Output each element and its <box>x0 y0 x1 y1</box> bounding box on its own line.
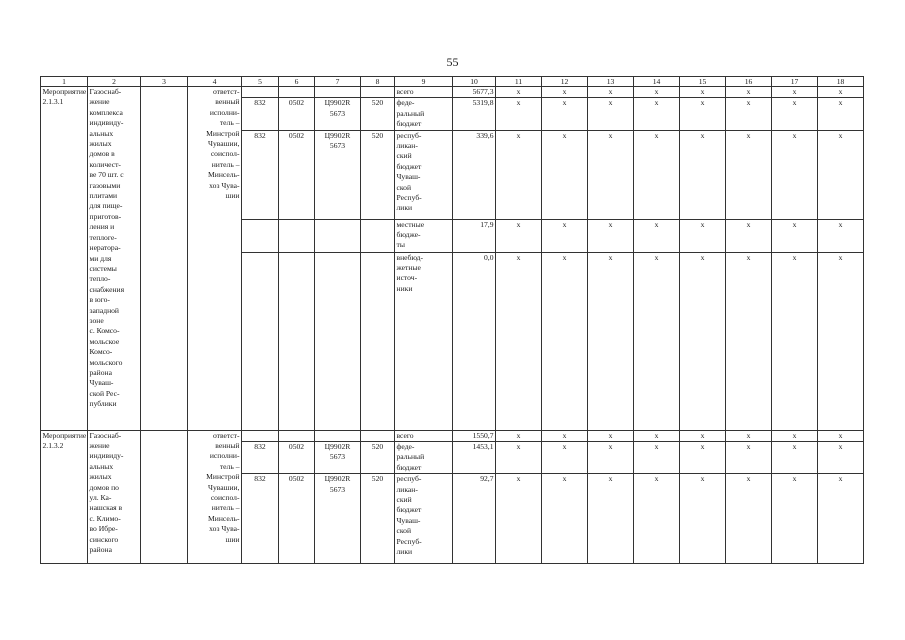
column-header: 1 <box>41 77 88 87</box>
table-header-row <box>41 77 864 87</box>
column-header: 15 <box>680 77 726 87</box>
table-row <box>41 430 864 441</box>
year-mark-cell: х <box>634 430 680 441</box>
year-mark-cell: х <box>818 98 864 130</box>
column-header: 3 <box>141 77 188 87</box>
year-mark-cell: х <box>772 430 818 441</box>
amount-cell: 92,7 <box>453 474 496 564</box>
year-mark-cell: х <box>634 87 680 98</box>
year-mark-cell: х <box>542 219 588 252</box>
vr-cell: 520 <box>361 98 395 130</box>
rz-cell <box>279 252 315 430</box>
funding-source-cell: всего <box>395 87 453 98</box>
year-mark-cell: х <box>496 87 542 98</box>
year-mark-cell: х <box>772 98 818 130</box>
rz-cell: 0502 <box>279 442 315 474</box>
column-header: 7 <box>315 77 361 87</box>
year-mark-cell: х <box>634 252 680 430</box>
funding-source-cell: феде- ральный бюджет <box>395 442 453 474</box>
year-mark-cell: х <box>542 98 588 130</box>
year-mark-cell: х <box>772 442 818 474</box>
page-number: 55 <box>446 55 459 69</box>
year-mark-cell: х <box>588 219 634 252</box>
year-mark-cell: х <box>542 130 588 219</box>
column-header: 2 <box>88 77 141 87</box>
column-header: 9 <box>395 77 453 87</box>
year-mark-cell: х <box>680 474 726 564</box>
year-mark-cell: х <box>772 219 818 252</box>
column-header: 6 <box>279 77 315 87</box>
rz-cell <box>279 87 315 98</box>
year-mark-cell: х <box>772 252 818 430</box>
table-body <box>41 77 864 564</box>
year-mark-cell: х <box>496 474 542 564</box>
funding-source-cell: внебюд- жетные источ- ники <box>395 252 453 430</box>
year-mark-cell: х <box>588 252 634 430</box>
rz-cell: 0502 <box>279 98 315 130</box>
vr-cell: 520 <box>361 130 395 219</box>
rz-cell <box>279 430 315 441</box>
year-mark-cell: х <box>818 219 864 252</box>
year-mark-cell: х <box>634 219 680 252</box>
year-mark-cell: х <box>772 130 818 219</box>
vr-cell <box>361 87 395 98</box>
amount-cell: 0,0 <box>453 252 496 430</box>
grbs-cell <box>242 430 279 441</box>
year-mark-cell: х <box>726 442 772 474</box>
executor-cell: ответст- венный исполни- тель – Минстрой Чувашии, соиспол- нитель – Минсель- хоз Чува- шии <box>188 430 242 564</box>
vr-cell <box>361 430 395 441</box>
year-mark-cell: х <box>818 252 864 430</box>
year-mark-cell: х <box>680 87 726 98</box>
year-mark-cell: х <box>496 430 542 441</box>
year-mark-cell: х <box>772 87 818 98</box>
rz-cell: 0502 <box>279 130 315 219</box>
year-mark-cell: х <box>496 252 542 430</box>
year-mark-cell: х <box>588 442 634 474</box>
csr-cell: Ц9902R 5673 <box>315 98 361 130</box>
table-row <box>41 87 864 98</box>
year-mark-cell: х <box>726 474 772 564</box>
year-mark-cell: х <box>542 252 588 430</box>
year-mark-cell: х <box>680 130 726 219</box>
csr-cell: Ц9902R 5673 <box>315 474 361 564</box>
program-table <box>40 76 864 564</box>
grbs-cell <box>242 252 279 430</box>
funding-source-cell: феде- ральный бюджет <box>395 98 453 130</box>
grbs-cell <box>242 87 279 98</box>
year-mark-cell: х <box>542 442 588 474</box>
amount-cell: 5319,8 <box>453 98 496 130</box>
year-mark-cell: х <box>496 130 542 219</box>
year-mark-cell: х <box>588 474 634 564</box>
year-mark-cell: х <box>634 98 680 130</box>
grbs-cell: 832 <box>242 130 279 219</box>
year-mark-cell: х <box>680 98 726 130</box>
executor-cell: ответст- венный исполни- тель – Минстрой Чувашии, соиспол- нитель – Минсель- хоз Чува- шии <box>188 87 242 431</box>
year-mark-cell: х <box>680 430 726 441</box>
year-mark-cell: х <box>680 442 726 474</box>
csr-cell: Ц9902R 5673 <box>315 130 361 219</box>
year-mark-cell: х <box>818 474 864 564</box>
year-mark-cell: х <box>588 130 634 219</box>
empty-cell <box>141 87 188 431</box>
year-mark-cell: х <box>726 98 772 130</box>
year-mark-cell: х <box>496 219 542 252</box>
rz-cell: 0502 <box>279 474 315 564</box>
grbs-cell: 832 <box>242 442 279 474</box>
year-mark-cell: х <box>726 130 772 219</box>
column-header: 8 <box>361 77 395 87</box>
year-mark-cell: х <box>542 430 588 441</box>
funding-source-cell: респуб- ликан- ский бюджет Чуваш- ской Респуб- лики <box>395 130 453 219</box>
column-header: 4 <box>188 77 242 87</box>
grbs-cell: 832 <box>242 474 279 564</box>
year-mark-cell: х <box>772 474 818 564</box>
column-header: 10 <box>453 77 496 87</box>
year-mark-cell: х <box>634 130 680 219</box>
activity-cell: Мероприятие 2.1.3.1 <box>41 87 88 431</box>
csr-cell <box>315 219 361 252</box>
vr-cell <box>361 252 395 430</box>
year-mark-cell: х <box>818 87 864 98</box>
grbs-cell: 832 <box>242 98 279 130</box>
year-mark-cell: х <box>496 98 542 130</box>
rz-cell <box>279 219 315 252</box>
year-mark-cell: х <box>726 219 772 252</box>
year-mark-cell: х <box>588 430 634 441</box>
vr-cell: 520 <box>361 474 395 564</box>
funding-source-cell: местные бюдже- ты <box>395 219 453 252</box>
csr-cell: Ц9902R 5673 <box>315 442 361 474</box>
vr-cell: 520 <box>361 442 395 474</box>
activity-cell: Мероприятие 2.1.3.2 <box>41 430 88 564</box>
funding-source-cell: респуб- ликан- ский бюджет Чуваш- ской Респуб- лики <box>395 474 453 564</box>
year-mark-cell: х <box>634 442 680 474</box>
column-header: 18 <box>818 77 864 87</box>
year-mark-cell: х <box>680 219 726 252</box>
csr-cell <box>315 87 361 98</box>
column-header: 13 <box>588 77 634 87</box>
year-mark-cell: х <box>726 430 772 441</box>
year-mark-cell: х <box>588 98 634 130</box>
column-header: 14 <box>634 77 680 87</box>
year-mark-cell: х <box>588 87 634 98</box>
amount-cell: 339,6 <box>453 130 496 219</box>
amount-cell: 5677,3 <box>453 87 496 98</box>
grbs-cell <box>242 219 279 252</box>
activity-name-cell: Газоснаб- жение комплекса индивиду- альных жилых домов в количест- ве 70 шт. с газовыми плитами для пище- приготов- ления и теплоге- нератора- ми для системы тепло- снабжения в юго- западной зоне с. Комсо- мольское Комсо- мольского района Чуваш- ской Рес- публики <box>88 87 141 431</box>
year-mark-cell: х <box>818 130 864 219</box>
year-mark-cell: х <box>496 442 542 474</box>
column-header: 5 <box>242 77 279 87</box>
activity-name-cell: Газоснаб- жение индивиду- альных жилых домов по ул. Ка- нашская в с. Климо- во Ибре- синского района <box>88 430 141 564</box>
column-header: 16 <box>726 77 772 87</box>
year-mark-cell: х <box>634 474 680 564</box>
column-header: 17 <box>772 77 818 87</box>
csr-cell <box>315 252 361 430</box>
year-mark-cell: х <box>818 442 864 474</box>
amount-cell: 1550,7 <box>453 430 496 441</box>
amount-cell: 1453,1 <box>453 442 496 474</box>
year-mark-cell: х <box>726 252 772 430</box>
column-header: 11 <box>496 77 542 87</box>
csr-cell <box>315 430 361 441</box>
year-mark-cell: х <box>818 430 864 441</box>
funding-source-cell: всего <box>395 430 453 441</box>
vr-cell <box>361 219 395 252</box>
amount-cell: 17,9 <box>453 219 496 252</box>
year-mark-cell: х <box>542 87 588 98</box>
column-header: 12 <box>542 77 588 87</box>
year-mark-cell: х <box>680 252 726 430</box>
year-mark-cell: х <box>542 474 588 564</box>
empty-cell <box>141 430 188 564</box>
year-mark-cell: х <box>726 87 772 98</box>
